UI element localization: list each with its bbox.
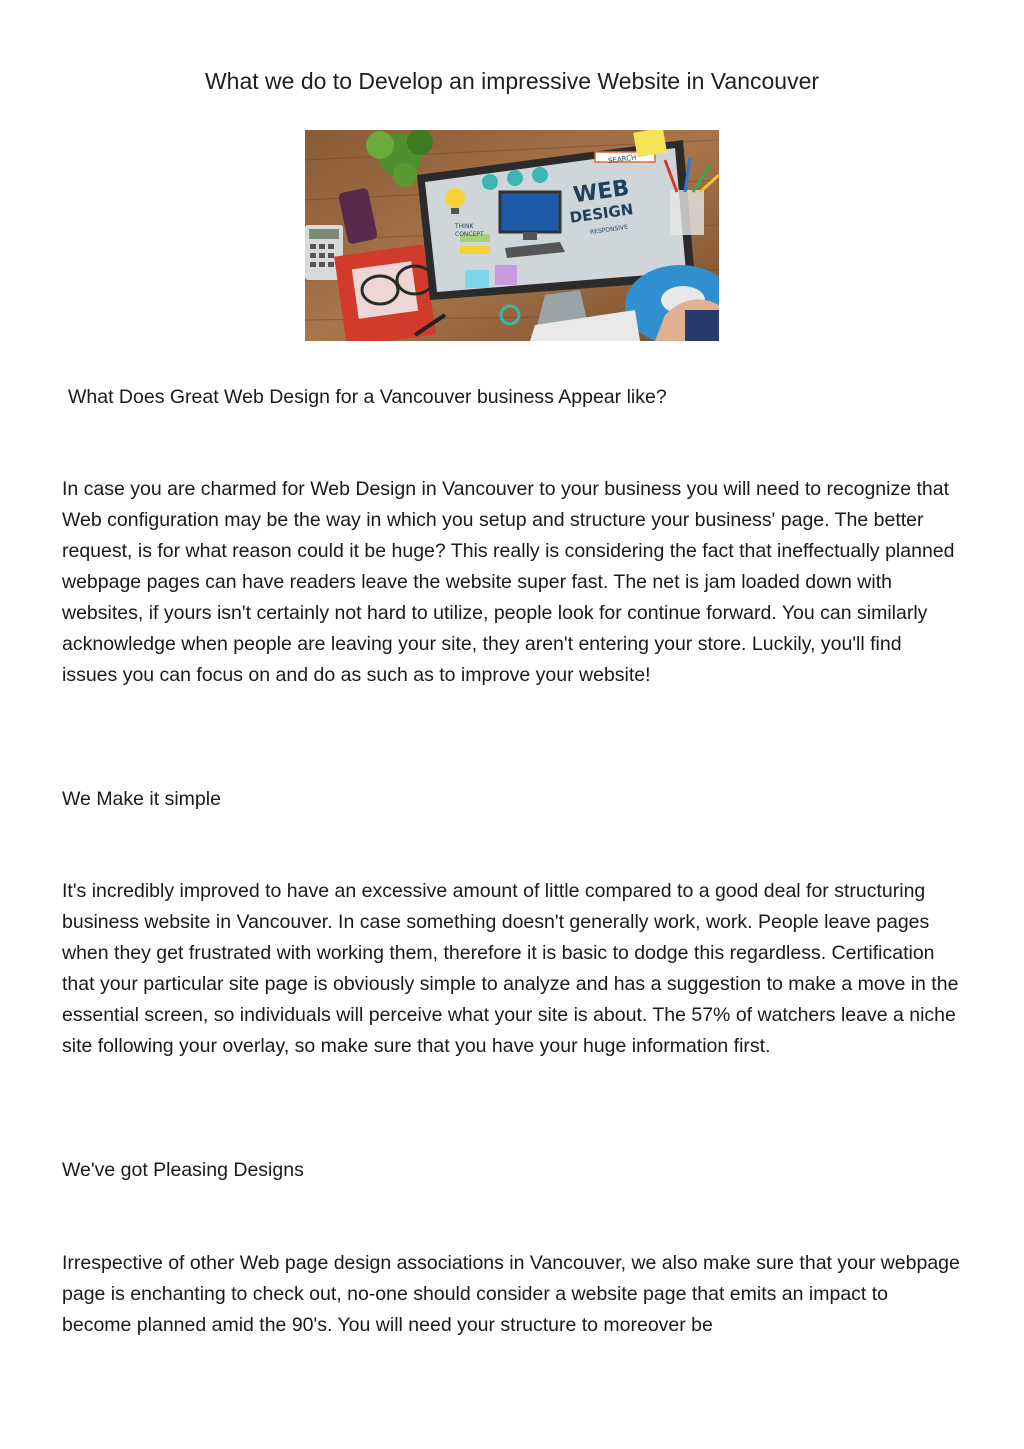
hero-concept-text: CONCEPT bbox=[455, 231, 484, 238]
document-title: What we do to Develop an impressive Website in Vancouver bbox=[204, 68, 820, 94]
paragraph-pleasing-designs: Irrespective of other Web page design associations in Vancouver, we also make sure that your webpage page is enchanting to check out, no-one should consider a website page that emits an impact to become planned amid the 90's. You will need your structure to moreover be bbox=[62, 1252, 960, 1336]
paragraph-simplicity: It's incredibly improved to have an excessive amount of little compared to a good deal for structuring business website in Vancouver. In case something doesn't generally work, work. People leave pages when they get frustrated with working them, therefore it is basic to dodge this regardless. Certification that your particular site page is obviously simple to analyze and has a suggestion to make a move in the essential screen, so individuals will perceive what your site is about. The 57% of watchers leave a niche site following your overlay, so make sure that you have your huge information first. bbox=[62, 880, 959, 1057]
hero-design-text: DESIGN bbox=[568, 200, 635, 227]
hero-think-text: THINK bbox=[455, 223, 474, 230]
hero-web-text: WEB bbox=[571, 175, 631, 209]
hero-image bbox=[305, 130, 719, 341]
paragraph-web-design-intro: In case you are charmed for Web Design in Vancouver to your business you will need to recognize that Web configuration may be the way in which you setup and structure your business' page. The better request, is for what reason could it be huge? This really is considering the fact that ineffectually planned webpage pages can have readers leave the website super fast. The net is jam loaded down with websites, if yours isn't certainly not hard to utilize, people look for continue forward. You can similarly acknowledge when people are leaving your site, they aren't entering your store. Luckily, you'll find issues you can focus on and do as such as to improve your website! bbox=[62, 478, 955, 686]
hero-search-text: SEARCH bbox=[607, 153, 637, 166]
section-question-heading: What Does Great Web Design for a Vancouver business Appear like? bbox=[68, 386, 667, 408]
section-heading-designs: We've got Pleasing Designs bbox=[62, 1159, 304, 1181]
hero-responsive-text: RESPONSIVE bbox=[589, 223, 629, 237]
section-heading-simple: We Make it simple bbox=[62, 788, 221, 810]
